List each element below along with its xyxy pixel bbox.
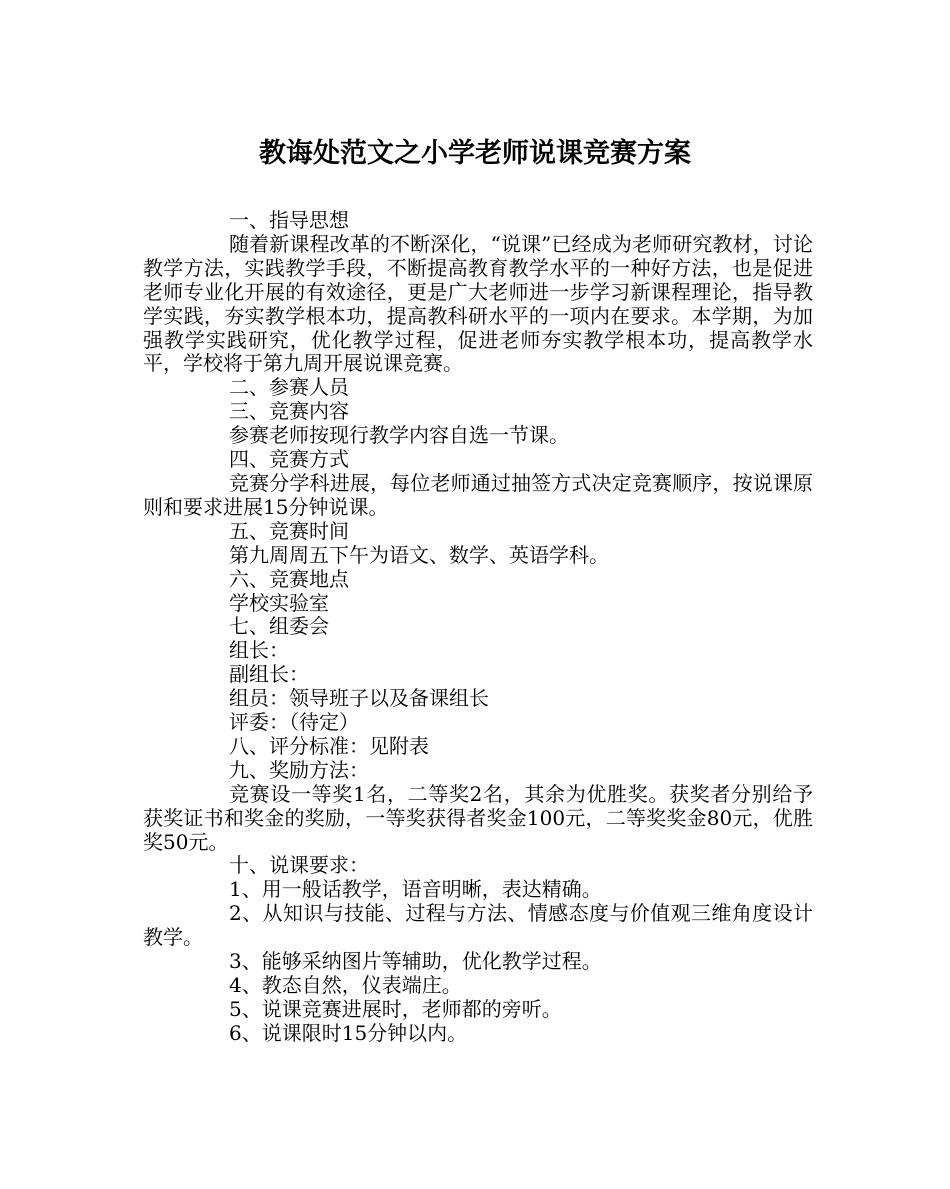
section-heading-content: 三、竞赛内容 [229,399,349,424]
paragraph-awards: 竞赛设一等奖1名，二等奖2名，其余为优胜奖。获奖者分别给予获奖证书和奖金的奖励，一等奖获得者奖金100元，二等奖奖金80元，优胜奖50元。 [143,781,813,854]
section-heading-scoring: 八、评分标准：见附表 [229,733,429,758]
committee-members: 组员：领导班子以及备课组长 [229,686,489,711]
paragraph-guiding-ideology: 随着新课程改革的不断深化，“说课”已经成为老师研究教材，讨论教学方法，实践教学手段，不断提高教育教学水平的一种好方法，也是促进老师专业化开展的有效途径，更是广大老师进一步学习新课程理论，指导教学实践，夯实教学根本功，提高教科研水平的一项内在要求。本学期，为加强教学实践研究，优化教学过程，促进老师夯实教学根本功，提高教学水平，学校将于第九周开展说课竞赛。 [143,231,813,376]
paragraph-content: 参赛老师按现行教学内容自选一节课。 [229,423,569,448]
section-heading-location: 六、竞赛地点 [229,566,349,591]
document-title: 教诲处范文之小学老师说课竞赛方案 [259,138,691,169]
document-body [143,209,813,1046]
paragraph-time: 第九周周五下午为语文、数学、英语学科。 [229,542,609,567]
requirement-item: 3、能够采纳图片等辅助，优化教学过程。 [229,949,602,974]
section-heading-time: 五、竞赛时间 [229,518,349,543]
requirement-item: 1、用一般话教学，语音明晰，表达精确。 [229,877,602,902]
paragraph-format: 竞赛分学科进展，每位老师通过抽签方式决定竞赛顺序，按说课原则和要求进展15分钟说课。 [143,470,813,519]
requirement-item: 5、说课竞赛进展时，老师都的旁听。 [229,996,562,1021]
section-heading-format: 四、竞赛方式 [229,447,349,472]
requirement-item: 6、说课限时15分钟以内。 [229,1020,468,1045]
section-heading-requirements: 十、说课要求： [229,853,369,878]
section-heading-participants: 二、参赛人员 [229,375,349,400]
paragraph-location: 学校实验室 [229,590,329,615]
section-heading-guiding-ideology: 一、指导思想 [229,208,349,232]
committee-leader: 组长： [229,638,289,663]
section-heading-committee: 七、组委会 [229,614,329,639]
requirement-item: 2、从知识与技能、过程与方法、情感态度与价值观三维角度设计教学。 [143,901,813,950]
section-heading-awards: 九、奖励方法： [229,757,369,782]
committee-deputy-leader: 副组长： [229,662,309,687]
requirement-item: 4、教态自然，仪表端庄。 [229,973,462,997]
committee-judges: 评委：（待定） [229,710,359,735]
